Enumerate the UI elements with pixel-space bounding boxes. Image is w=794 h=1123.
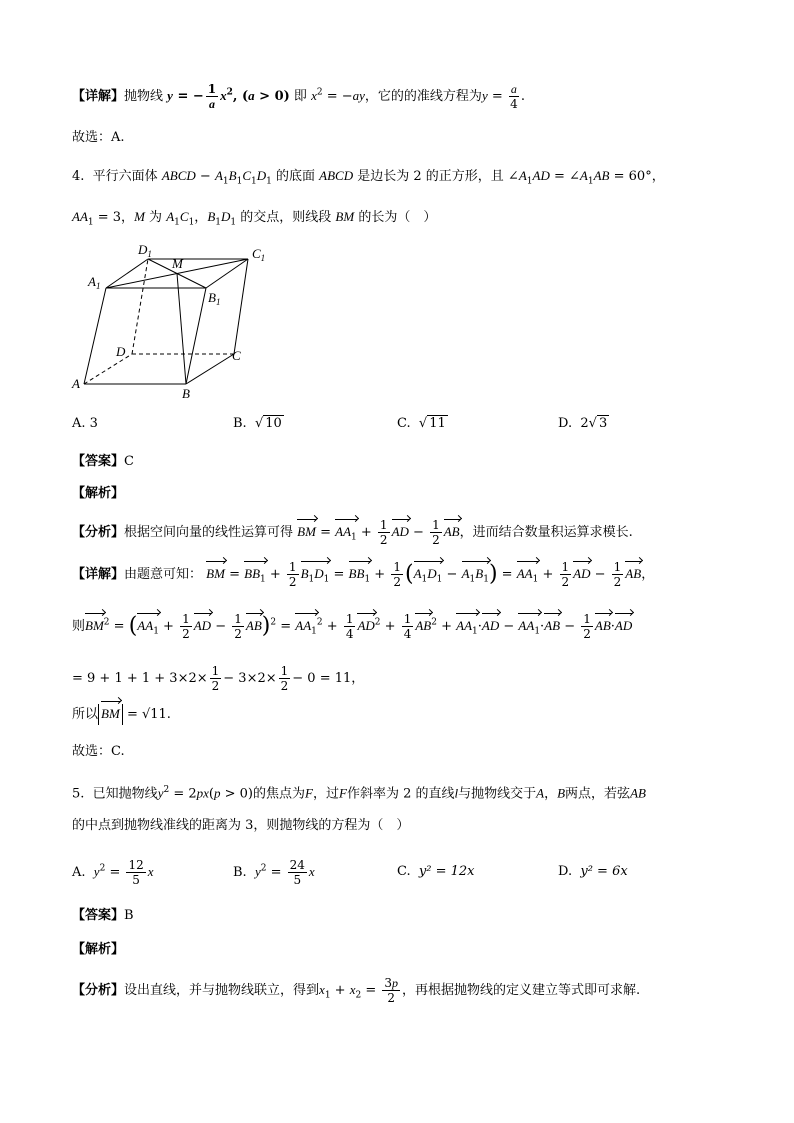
q5-analysis-label — [72, 940, 124, 960]
choose-label: 故选： — [72, 130, 112, 145]
q5-stem-line2-text: 的中点到抛物线准线的距离为 3，则抛物线的方程为（ ） — [72, 818, 410, 833]
q4-detail-line2: 则$BM^2 = (AA_1$ + $\frac{1}{2}$ AD − $\frac{1}{2}$ $AB)^2 = AA_1^2$ + $\frac{1}{4}$ $AD^2$ + $\frac{1}{4}$ $AB^2 + AA_1\cdot AD - AA_1\cdot AB$ − $\frac{1}{2}$ AB·AD — [72, 612, 633, 641]
q4-number: 4. — [72, 169, 85, 184]
q4-option-c[interactable]: C. √ 11 — [397, 416, 446, 431]
q5-stem-line2 — [72, 816, 409, 836]
q4-so: 所以 — [72, 707, 99, 722]
option-letter: B. — [233, 865, 247, 880]
q5-fenxi-line: 【分析】设出直线，并与抛物线联立，得到$x_1 + x_2$ = $\frac{3p}{2}$ ，再根据抛物线的定义建立等式即可求解. — [72, 976, 641, 1005]
q4-option-b[interactable]: B. √ 10 — [233, 416, 282, 431]
q5-option-d[interactable] — [558, 864, 628, 879]
q5-stem-line1: 5. 已知抛物线$y^2 = 2px(p > 0)$的焦点为F，过F作斜率为 2 的直线l与抛物线交于A，B两点，若弦AB — [72, 785, 646, 802]
q5-answer: B — [124, 908, 134, 923]
q5-fenxi-2: ，再根据抛物线的定义建立等式即可求解. — [402, 983, 641, 998]
option-num: 12 — [128, 858, 144, 872]
option-letter: A. — [72, 865, 86, 880]
fenxi-label: 【分析】 — [72, 983, 125, 998]
q4-stem-line2: $AA_1 = 3$，M 为 $A_1C_1$，$B_1D_1$ 的交点，则线段 BM 的长为（ ） — [72, 209, 437, 228]
parallelepiped-figure — [66, 236, 286, 404]
q4-calc: = 9 + 1 + 1 + 3×2× — [72, 671, 208, 686]
q3-answer: A. — [111, 130, 125, 145]
q4-analysis-label — [72, 484, 124, 504]
q4-choose-value: C. — [111, 744, 125, 759]
q3-detail-line: 【详解】抛物线 y = − $\frac{1}{a}$ $x^2$, (a > 0) 即 $x^2 = -ay$，它的的准线方程为y = $\frac{a}{4}$ . — [72, 82, 526, 111]
q4-stem-2: 的底面 — [276, 169, 316, 184]
q4-answer-line — [72, 452, 134, 472]
q5-option-c[interactable] — [397, 864, 474, 879]
option-letter: A. — [72, 416, 86, 431]
fenxi-label: 【分析】 — [72, 525, 125, 540]
q4-detail-line1: 【详解】由题意可知： BM = $BB_1$ + $\frac{1}{2}$ $B_1D_1 = BB_1$ + $\frac{1}{2}$ $(A_1D_1 - A_1B_1) = AA_1$ + $\frac{1}{2}$ AD − $\frac{1}{2}$ AB， — [72, 560, 655, 589]
q4-stem-6: 的长为（ ） — [358, 210, 437, 225]
answer-label: 【答案】 — [72, 908, 125, 923]
q4-then: 则 — [72, 619, 86, 634]
label-M: M — [172, 256, 183, 271]
option-value: 2 — [580, 416, 589, 431]
q5-answer-line — [72, 906, 134, 926]
label-B1: $B_1$ — [208, 290, 221, 307]
label-D: D — [116, 344, 126, 359]
q4-result-line: 所以 BM = √11. — [72, 704, 171, 725]
label-D1: $D_1$ — [138, 242, 152, 259]
q3-detail-text: 抛物线 — [124, 89, 164, 104]
q5-stem-2: 的焦点为 — [253, 786, 306, 802]
option-root: 3 — [598, 416, 608, 431]
q5-stem-6: 两点，若弦 — [565, 786, 631, 802]
q5-stem-5: 与抛物线交于 — [458, 786, 537, 802]
option-value: 3 — [89, 416, 98, 431]
q4-result: = √11. — [126, 707, 171, 722]
q4-fenxi-1: 根据空间向量的线性运算可得 — [124, 525, 294, 540]
q4-fenxi-line: 【分析】根据空间向量的线性运算可得 BM = $AA_1$ + $\frac{1}{2}$ AD − $\frac{1}{2}$ AB，进而结合数量积运算求模长. — [72, 518, 633, 547]
option-expr: y² = 6x — [580, 864, 628, 879]
q4-option-d[interactable]: D. 2√ 3 — [558, 416, 608, 431]
option-value: 10 — [265, 416, 282, 431]
q4-calc-line: = 9 + 1 + 1 + 3×2× $\frac{1}{2}$ − 3×2× $\frac{1}{2}$ − 0 = 11， — [72, 664, 365, 693]
q3-choose — [72, 128, 125, 148]
q4-stem-4: 为 — [149, 210, 163, 225]
option-expr: y² = 12x — [418, 864, 475, 879]
q3-detail-text-2: 即 — [293, 89, 307, 104]
option-letter: B. — [233, 416, 247, 431]
q5-stem-4: 作斜率为 2 的直线 — [346, 786, 455, 802]
option-den: 5 — [293, 873, 302, 887]
q4-option-a[interactable] — [72, 416, 98, 431]
analysis-label: 【解析】 — [72, 486, 125, 501]
q4-stem-5: 的交点，则线段 — [240, 210, 332, 225]
q4-stem-line1: 4. 平行六面体 ABCD − $A_1B_1C_1D_1$ 的底面 ABCD 是边长为 2 的正方形，且 $\angle A_1AD$ = $\angle A_1AB = 60^\circ$， — [72, 168, 665, 187]
option-value: 11 — [429, 416, 446, 431]
q5-stem-1: 已知抛物线 — [92, 786, 158, 802]
q4-choose — [72, 742, 125, 762]
q5-stem-3: ，过 — [312, 786, 339, 802]
detail-label: 【详解】 — [72, 567, 125, 582]
q4-answer: C — [124, 454, 134, 469]
option-den: 5 — [132, 873, 140, 887]
label-C: C — [232, 348, 241, 363]
label-A1: $A_1$ — [88, 274, 101, 291]
q5-number: 5. — [72, 786, 85, 802]
label-B: B — [182, 386, 190, 401]
label-C1: $C_1$ — [252, 246, 266, 263]
option-num: 24 — [289, 858, 305, 872]
option-letter: C. — [397, 864, 411, 879]
detail-label: 【详解】 — [72, 89, 125, 104]
q4-calc-3: − 0 = 11， — [292, 671, 365, 686]
q4-fenxi-2: ，进而结合数量积运算求模长. — [459, 525, 633, 540]
q4-detail-1: 由题意可知： — [124, 567, 203, 582]
label-A: A — [72, 376, 80, 391]
q5-option-a[interactable]: A. $y^2$ = $\frac{12}{5}$ x — [72, 858, 154, 887]
q5-fenxi-1: 设出直线，并与抛物线联立，得到 — [124, 983, 320, 998]
option-letter: D. — [558, 416, 573, 431]
choose-label: 故选： — [72, 744, 112, 759]
answer-label: 【答案】 — [72, 454, 125, 469]
q3-detail-text-3: ，它的的准线方程为 — [364, 89, 482, 104]
q4-calc-2: − 3×2× — [223, 671, 277, 686]
option-letter: D. — [558, 864, 573, 879]
q4-stem-1: 平行六面体 — [92, 169, 158, 184]
analysis-label: 【解析】 — [72, 942, 125, 957]
q4-stem-3: 是边长为 2 的正方形，且 — [357, 169, 504, 184]
q5-option-b[interactable]: B. $y^2$ = $\frac{24}{5}$ x — [233, 858, 315, 887]
option-letter: C. — [397, 416, 411, 431]
